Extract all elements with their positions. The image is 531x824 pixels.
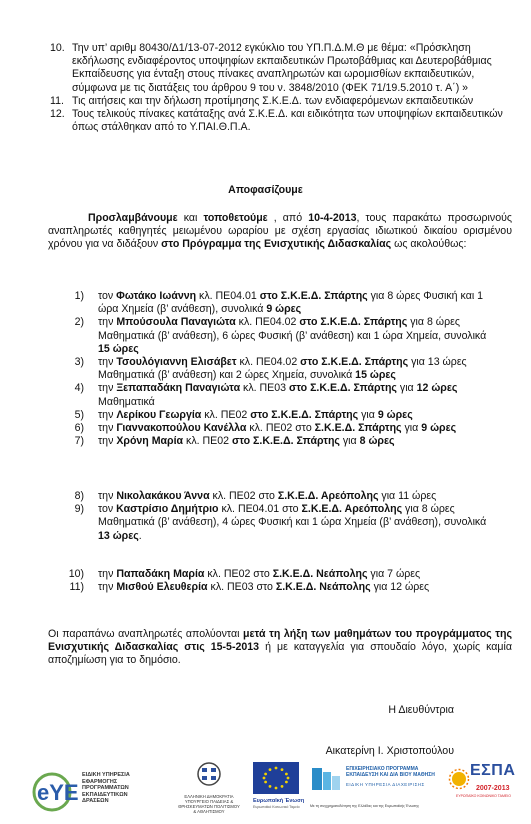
intro-place-word: τοποθετούμε	[203, 212, 268, 224]
program-sub: ΕΙΔΙΚΗ ΥΠΗΡΕΣΙΑ ΔΙΑΧΕΙΡΙΣΗΣ	[346, 782, 425, 787]
eu-sub-text: Ευρωπαϊκό Κοινωνικό Ταμείο	[253, 804, 300, 809]
appointments-neapoli	[58, 568, 500, 594]
total-hours: 9 ώρες	[266, 303, 302, 316]
item-text: τον	[98, 290, 117, 302]
eu-flag-icon	[253, 762, 299, 794]
item-text: για	[396, 382, 417, 395]
item-text: για 11 ώρες	[378, 490, 437, 502]
item-text: για 7 ώρες	[367, 568, 421, 580]
total-hours: 9 ώρες	[377, 408, 413, 421]
item-text: την	[98, 408, 117, 421]
appointment-item	[58, 568, 500, 581]
teacher-name: Παπαδάκη Μαρία	[116, 568, 205, 580]
item-text: τον	[98, 503, 117, 516]
teacher-name: Καστρίσιο Δημήτριο	[116, 503, 219, 516]
item-text: για	[401, 422, 422, 435]
item-number: 8)	[74, 490, 84, 502]
closing-paragraph	[48, 628, 512, 668]
ministry-logo	[178, 760, 240, 820]
appointment-item	[58, 356, 500, 382]
item-number: 11.	[50, 94, 64, 107]
item-text: κλ. ΠΕ03	[240, 382, 289, 395]
signature-title: Η Διευθύντρια	[388, 704, 454, 716]
item-text: κλ. ΠΕ04.02	[236, 356, 301, 369]
espa-years: 2007-2013	[476, 785, 510, 792]
item-number: 10.	[50, 42, 65, 54]
item-text: κλ. ΠΕ03 στο	[207, 581, 276, 594]
teacher-name: Τσουλόγιαννη Ελισάβετ	[116, 356, 237, 369]
considerations-list	[50, 42, 520, 134]
closing-text: ή με καταγγελία για σπουδαίο λόγο, χωρίς καμία αποζημίωση για το δημόσιο.	[48, 641, 512, 667]
teacher-name: Φωτάκο Ιωάννη	[116, 290, 197, 302]
item-text: Τις αιτήσεις και την δήλωση προτίμησης Σ.Κ.Ε.Δ. των ενδιαφερόμενων εκπαιδευτικών	[72, 94, 474, 107]
espa-title: ΕΣΠΑ	[470, 762, 516, 779]
total-hours: 12 ώρες	[416, 382, 458, 395]
item-text: την	[98, 490, 117, 502]
item-text: κλ. ΠΕ04.01	[196, 290, 260, 302]
appointment-item	[58, 581, 500, 594]
item-number: 12.	[50, 108, 65, 121]
item-text: για 12 ώρες	[370, 581, 430, 594]
appointments-sparti	[58, 290, 500, 448]
item-text: κλ. ΠΕ04.01 στο	[218, 503, 302, 516]
school-name: στο Σ.Κ.Ε.Δ. Σπάρτης	[300, 356, 409, 369]
item-text: κλ. ΠΕ02 στο	[209, 490, 278, 502]
school-name: στο Σ.Κ.Ε.Δ. Σπάρτης	[259, 290, 368, 302]
school-name: Σ.Κ.Ε.Δ. Αρεόπολης	[277, 490, 379, 502]
item-text: την	[98, 581, 117, 594]
decision-heading: Αποφασίζουμε	[228, 184, 303, 196]
item-text: για 8 ώρες Φυσική και 1 ώρα Χημεία (β’ ανάθεση), συνολικά	[98, 290, 484, 316]
item-text: .	[138, 529, 142, 542]
total-hours: 8 ώρες	[359, 435, 395, 448]
program-logo	[310, 764, 442, 822]
school-name: στο Σ.Κ.Ε.Δ. Σπάρτης	[299, 316, 408, 329]
item-text: την	[98, 382, 117, 395]
intro-text: , τους παρακάτω προσωρινούς αναπληρωτές καθηγητές μειωμένου ωραρίου με σχέση εργασίας ιδιωτικού δικαίου ορισμένου χρόνου για να διδάξουν	[48, 212, 512, 251]
total-hours: 9 ώρες	[421, 422, 457, 435]
teacher-name: Γιαννακοπούλου Κανέλλα	[116, 422, 247, 435]
appointment-item	[58, 422, 500, 435]
closing-text: Οι παραπάνω αναπληρωτές απολύονται	[48, 628, 244, 640]
logos-bar	[0, 752, 531, 824]
school-name: Σ.Κ.Ε.Δ. Νεάπολης	[275, 581, 371, 594]
intro-date: 10-4-2013	[308, 212, 357, 224]
total-hours: 15 ώρες	[355, 369, 396, 382]
intro-text: και	[177, 212, 204, 224]
appointment-item	[58, 490, 500, 503]
cofinance-text: Με τη συγχρηματοδότηση της Ελλάδας και της Ευρωπαϊκής Ένωσης	[310, 804, 420, 808]
closing-end-date: μετά τη λήξη των μαθημάτων του προγράμματος της Ενισχυτικής Διδασκαλίας στις 15-5-2013	[48, 628, 512, 654]
item-number: 1)	[74, 290, 84, 302]
item-number: 5)	[74, 408, 84, 421]
item-text: κλ. ΠΕ02	[183, 435, 232, 448]
eu-logo	[253, 762, 305, 820]
item-number: 10)	[68, 568, 84, 580]
consideration-item	[50, 42, 520, 95]
item-number: 4)	[74, 382, 84, 395]
program-logo-icon	[310, 764, 344, 794]
eye-logo-letters: eΥE	[37, 780, 79, 805]
item-text: κλ. ΠΕ02 στο	[246, 422, 315, 435]
item-text: για	[339, 435, 360, 448]
item-text: για	[358, 408, 378, 421]
total-hours: 15 ώρες	[98, 342, 139, 355]
consideration-item	[50, 108, 520, 134]
intro-text: , από	[267, 212, 309, 224]
item-text: Τους τελικούς πίνακες κατάταξης ανά Σ.Κ.Ε.Δ. και ειδικότητα των υποψηφίων εκπαιδευτικών όπως στάλθηκαν από το Υ.ΠΑΙ.Θ.Π.Α.	[72, 108, 503, 134]
appointment-item	[58, 435, 500, 448]
ministry-text: ΕΛΛΗΝΙΚΗ ΔΗΜΟΚΡΑΤΙΑ ΥΠΟΥΡΓΕΙΟ ΠΑΙΔΕΙΑΣ & ΘΡΗΣΚΕΥΜΑΤΩΝ ΠΟΛΙΤΙΣΜΟΥ & ΑΘΛΗΤΙΣΜΟΥ	[178, 794, 240, 815]
teacher-name: Μπούσουλα Παναγιώτα	[116, 316, 236, 329]
program-title: ΕΠΙΧΕΙΡΗΣΙΑΚΟ ΠΡΟΓΡΑΜΜΑ ΕΚΠΑΙΔΕΥΣΗ ΚΑΙ ΔΙΑ ΒΙΟΥ ΜΑΘΗΣΗ	[346, 766, 435, 778]
item-text: για 13 ώρες Μαθηματικά (β’ ανάθεση) και 2 ώρες Χημεία, συνολικά	[98, 356, 467, 382]
item-text: την	[98, 316, 117, 329]
teacher-name: Χρόνη Μαρία	[116, 435, 184, 448]
school-name: Σ.Κ.Ε.Δ. Σπάρτης	[314, 422, 402, 435]
teacher-name: Ξεπαπαδάκη Παναγιώτα	[116, 382, 241, 395]
item-text: την	[98, 568, 117, 580]
school-name: στο Σ.Κ.Ε.Δ. Σπάρτης	[288, 382, 397, 395]
item-text: για 8 ώρες Μαθηματικά (β’ ανάθεση), 6 ώρες Φυσική (β’ ανάθεση) και 1 ώρα Χημεία, συνολικά	[98, 316, 487, 342]
appointment-item	[58, 382, 500, 408]
teacher-name: Νικολακάκου Άννα	[116, 490, 210, 502]
item-text: για 8 ώρες Μαθηματικά (β’ ανάθεση), 4 ώρες Φυσική και 1 ώρα Χημεία (β’ ανάθεση), συνολικά	[98, 503, 487, 529]
item-number: 6)	[74, 422, 84, 435]
espa-logo	[448, 764, 524, 814]
appointments-areopoli	[58, 490, 500, 543]
consideration-item	[50, 95, 520, 108]
item-number: 7)	[74, 435, 84, 448]
intro-text: ως ακολούθως:	[391, 238, 467, 251]
appointment-item	[58, 290, 500, 316]
school-name: στο Σ.Κ.Ε.Δ. Σπάρτης	[231, 435, 340, 448]
item-number: 2)	[74, 316, 84, 329]
espa-sun-icon	[448, 768, 470, 790]
intro-paragraph	[48, 212, 512, 252]
school-name: στο Σ.Κ.Ε.Δ. Σπάρτης	[250, 408, 359, 421]
eye-logo-text: ΕΙΔΙΚΗ ΥΠΗΡΕΣΙΑ ΕΦΑΡΜΟΓΗΣ ΠΡΟΓΡΑΜΜΑΤΩΝ ΕΚΠΑΙΔΕΥΤΙΚΩΝ ΔΡΑΣΕΩΝ	[82, 772, 130, 804]
item-text: την	[98, 422, 117, 435]
item-text: Την υπ’ αριθμ 80430/Δ1/13-07-2012 εγκύκλιο του ΥΠ.Π.Δ.Μ.Θ με θέμα: «Πρόσκληση εκδήλωσης ενδιαφέροντος υποψηφίων εκπαιδευτικών Πρωτοβάθμιας και Δευτεροβάθμιας Εκπαίδευσης για ένταξη στους πίνακες αναπληρωτών και ωρομισθίων εκπαιδευτικών, σύμφωνα με τις διατάξεις του άρθρου 9 του ν. 3848/2010 (ΦΕΚ 71/19.5.2010 τ. Α΄) »	[72, 42, 492, 94]
espa-sub: ΕΥΡΩΠΑΪΚΟ ΚΟΙΝΩΝΙΚΟ ΤΑΜΕΙΟ	[456, 794, 511, 798]
greek-emblem-icon	[178, 760, 240, 790]
teacher-name: Λερίκου Γεωργία	[116, 408, 202, 421]
item-number: 11)	[69, 581, 84, 594]
signature-name: Αικατερίνη Ι. Χριστοπούλου	[325, 745, 454, 757]
item-text: κλ. ΠΕ02 στο	[204, 568, 273, 580]
school-name: Σ.Κ.Ε.Δ. Νεάπολης	[272, 568, 368, 580]
intro-program: στο Πρόγραμμα της Ενισχυτικής Διδασκαλίας	[161, 238, 392, 251]
eye-logo	[30, 766, 140, 816]
item-text: κλ. ΠΕ02	[201, 408, 251, 421]
appointment-item	[58, 503, 500, 543]
total-hours: 13 ώρες	[98, 529, 139, 542]
teacher-name: Μισθού Ελευθερία	[116, 581, 208, 594]
appointment-item	[58, 409, 500, 422]
intro-hire-word: Προσλαμβάνουμε	[88, 212, 178, 224]
item-text: κλ. ΠΕ04.02	[235, 316, 300, 329]
eu-text: Ευρωπαϊκή Ένωση	[253, 798, 305, 805]
item-number: 3)	[74, 356, 84, 369]
item-number: 9)	[74, 503, 84, 516]
appointment-item	[58, 316, 500, 356]
item-text: την	[98, 356, 117, 369]
item-text: Μαθηματικά	[98, 395, 155, 408]
school-name: Σ.Κ.Ε.Δ. Αρεόπολης	[301, 503, 403, 516]
item-text: την	[98, 435, 117, 448]
